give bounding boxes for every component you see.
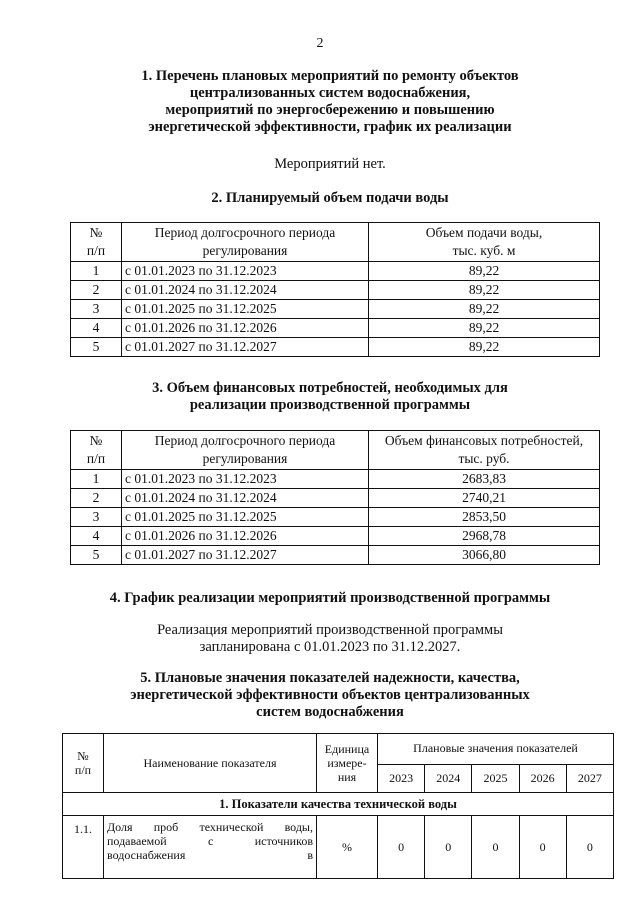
section4-text-line: запланирована с 01.01.2023 по 31.12.2027. [199,639,461,655]
financial-needs-table [70,430,600,565]
table-row: 1 с 01.01.2023 по 31.12.2023 89,22 [71,262,600,281]
section5-title [60,670,600,721]
section4-text [60,622,600,656]
table-row: 2 с 01.01.2024 по 31.12.2024 89,22 [71,281,600,300]
header-year: 2027 [566,764,613,792]
section4-text-line: Реализация мероприятий производственной программы [157,622,503,638]
section1-title-line: централизованных систем водоснабжения, [189,85,471,101]
page-number: 2 [316,36,324,51]
header-num: № п/п [71,223,122,262]
section2-title: 2. Планируемый объем подачи воды [211,190,449,206]
section1-title-line: мероприятий по энергосбережению и повышению [165,102,495,118]
table-header-row [71,223,600,262]
row-name: Доля проб технической воды, подаваемой с источников водоснабжения в [104,816,317,879]
row-num: 1.1. [63,816,104,879]
row-unit: % [317,816,378,879]
section5-title-line: систем водоснабжения [256,704,404,720]
group-row [63,793,614,816]
section1-text: Мероприятий нет. [274,156,386,172]
header-value: Объем подачи воды, тыс. куб. м [369,223,600,262]
section1-title-line: энергетической эффективности, график их реализации [148,119,512,135]
table-row: 5 с 01.01.2027 по 31.12.2027 3066,80 [71,546,600,565]
table-row: 2 с 01.01.2024 по 31.12.2024 2740,21 [71,489,600,508]
header-name: Наименование показателя [104,734,317,793]
section5-title-line: 5. Плановые значения показателей надежности, качества, [140,670,520,686]
table-row: 5 с 01.01.2027 по 31.12.2027 89,22 [71,338,600,357]
row-value: 0 [566,816,613,879]
section3-title [60,380,600,414]
section3-title-line: реализации производственной программы [189,397,471,413]
section1-title-line: 1. Перечень плановых мероприятий по ремонту объектов [141,68,519,84]
header-year: 2025 [472,764,519,792]
section1-title [60,68,600,136]
header-unit: Единица измере- ния [317,734,378,793]
header-num: № п/п [63,734,104,793]
table-row: 3 с 01.01.2025 по 31.12.2025 89,22 [71,300,600,319]
row-value: 0 [519,816,566,879]
supply-volume-table [70,222,600,357]
section5-title-line: энергетической эффективности объектов централизованных [130,687,530,703]
group-title: 1. Показатели качества технической воды [63,793,614,816]
header-planned: Плановые значения показателей [378,734,614,765]
header-num: № п/п [71,431,122,470]
table-header-row [71,431,600,470]
table-row: 3 с 01.01.2025 по 31.12.2025 2853,50 [71,508,600,527]
section3-title-line: 3. Объем финансовых потребностей, необходимых для [152,380,508,396]
row-value: 0 [472,816,519,879]
section4-title: 4. График реализации мероприятий производственной программы [109,590,551,606]
row-value: 0 [425,816,472,879]
table-row: 4 с 01.01.2026 по 31.12.2026 2968,78 [71,527,600,546]
table-header-row [63,734,614,765]
table-row: 4 с 01.01.2026 по 31.12.2026 89,22 [71,319,600,338]
header-period: Период долгосрочного периода регулирования [122,223,369,262]
table-row: 1 с 01.01.2023 по 31.12.2023 2683,83 [71,470,600,489]
table-row [63,816,614,879]
header-year: 2024 [425,764,472,792]
indicators-table [62,733,614,879]
header-year: 2023 [378,764,425,792]
header-year: 2026 [519,764,566,792]
row-value: 0 [378,816,425,879]
header-value: Объем финансовых потребностей, тыс. руб. [369,431,600,470]
header-period: Период долгосрочного периода регулирования [122,431,369,470]
